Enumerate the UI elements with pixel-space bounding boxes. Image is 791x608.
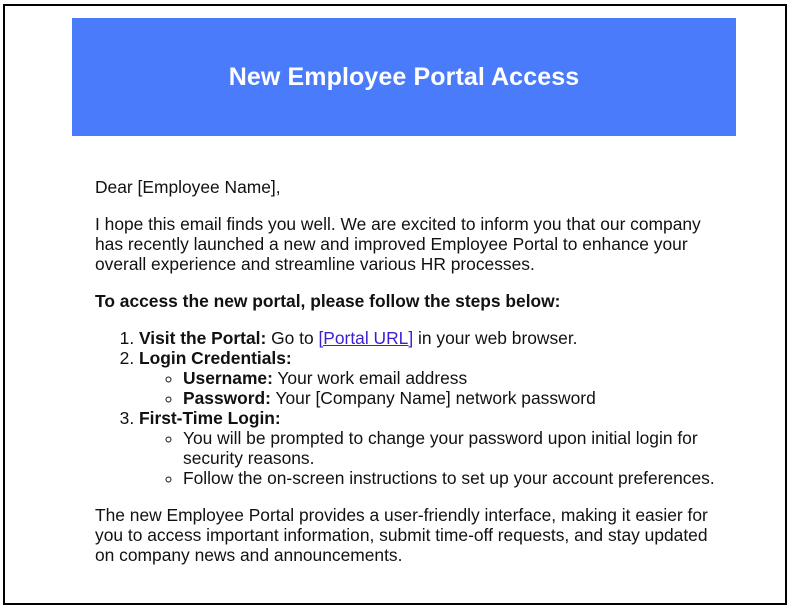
list-item-password [183,388,725,408]
credentials-sublist [139,368,725,408]
list-item-username [183,368,725,388]
email-body [95,177,725,565]
email-frame [3,4,787,605]
greeting: Dear [Employee Name], [95,177,281,197]
step-label: Visit the Portal: [139,328,267,348]
intro-paragraph: I hope this email finds you well. We are excited to inform you that our company has recently launched a new and improved Employee Portal to enhance your overall experience and streamline various HR processes. [95,214,701,274]
sub-text: Your work email address [272,368,468,388]
list-item: ◦ You will be prompted to change your password upon initial login for security reasons. [183,428,725,468]
email-title: New Employee Portal Access [228,62,580,91]
step-label: First-Time Login: [139,408,281,428]
list-item: ◦ Follow the on-screen instructions to set up your account preferences. [183,468,725,488]
step-label: Login Credentials: [139,348,292,368]
step-visit-portal [139,328,725,348]
step-login-credentials [139,348,725,408]
steps-list [95,328,725,488]
steps-heading: To access the new portal, please follow the steps below: [95,291,561,311]
email-header-banner [72,18,736,136]
sub-label: Password: [183,388,271,408]
step-first-time-login [139,408,725,488]
step-text: in your web browser. [413,328,578,348]
closing-paragraph: The new Employee Portal provides a user-friendly interface, making it easier for you to access important information, submit time-off requests, and stay updated on company news and announcements. [95,505,708,565]
sub-label: Username: [183,368,273,388]
first-login-sublist [139,428,725,488]
step-text: Go to [266,328,319,348]
sub-text: Your [Company Name] network password [270,388,596,408]
portal-url-link[interactable]: [Portal URL] [318,328,414,348]
